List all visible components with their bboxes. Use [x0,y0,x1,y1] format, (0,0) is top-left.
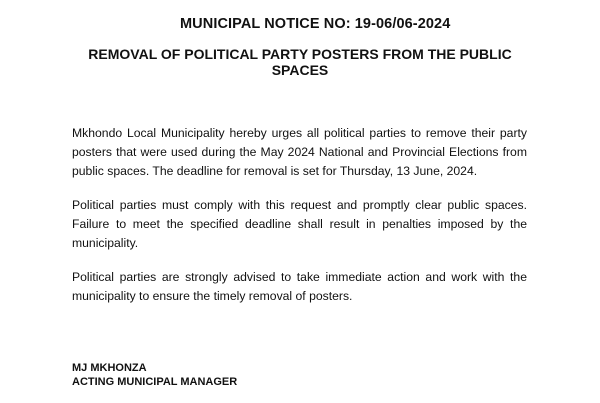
paragraph-deadline: Mkhondo Local Municipality hereby urges all political parties to remove their party posters that were used during the May 2024 National and Provincial Elections from public spaces. The deadline for removal is set for Thursday, 13 June, 2024. [72,126,527,178]
signatory-title: ACTING MUNICIPAL MANAGER [72,376,238,388]
paragraph-compliance: Political parties must comply with this request and promptly clear public spaces. Failure to meet the specified deadline shall result in penalties imposed by the municipality. [72,198,527,250]
notice-number: MUNICIPAL NOTICE NO: 19-06/06-2024 [180,16,451,32]
paragraph-advice: Political parties are strongly advised to take immediate action and work with the municipality to ensure the timely removal of posters. [72,270,527,303]
signatory-name: MJ MKHONZA [72,362,147,374]
notice-heading: REMOVAL OF POLITICAL PARTY POSTERS FROM THE PUBLIC SPACES [88,46,512,78]
